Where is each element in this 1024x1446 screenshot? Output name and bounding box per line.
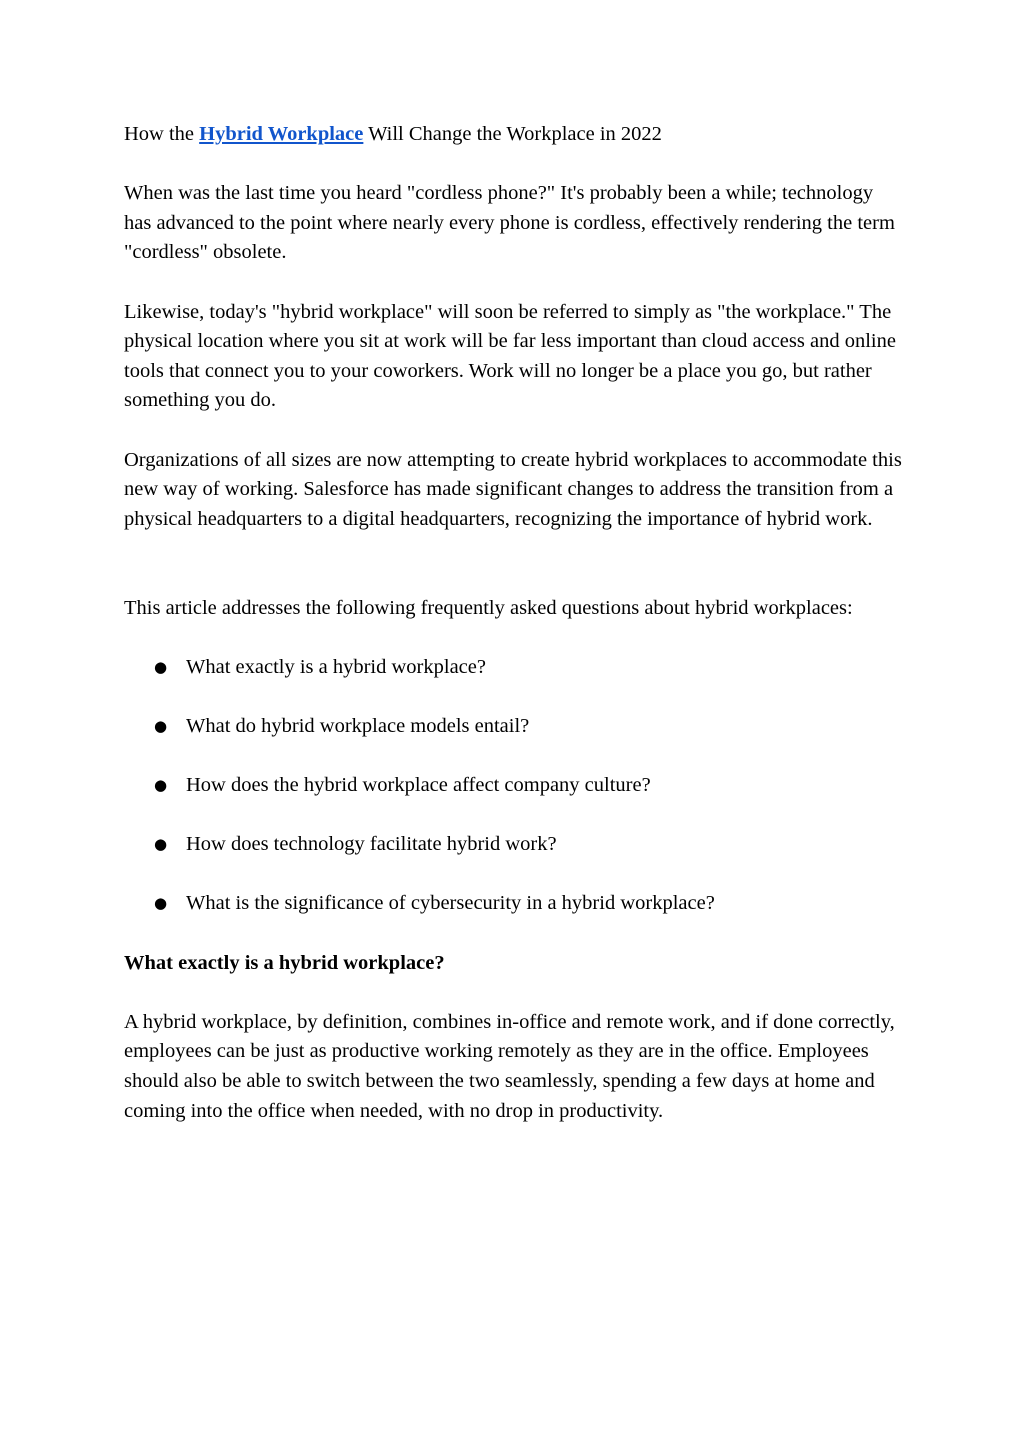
faq-list-container <box>124 653 904 919</box>
list-item <box>124 889 904 919</box>
definition-paragraph: A hybrid workplace, by definition, combines in-office and remote work, and if done correctly, employees can be just as productive working remotely as they are in the office. Employees should also be able to switch between the two seamlessly, spending a few days at home and coming into the office when needed, with no drop in productivity. <box>124 1010 895 1122</box>
hybrid-workplace-link[interactable]: Hybrid Workplace <box>199 123 364 145</box>
bullet-icon: ● <box>154 657 168 676</box>
faq-item-text: How does the hybrid workplace affect company culture? <box>186 774 651 797</box>
faq-list <box>124 653 904 919</box>
document-title <box>124 120 904 150</box>
faq-intro-paragraph: This article addresses the following frequently asked questions about hybrid workplaces: <box>124 596 853 619</box>
list-item <box>124 771 904 801</box>
title-prefix: How the <box>124 123 200 145</box>
bullet-icon: ● <box>154 776 168 795</box>
title-suffix: Will Change the Workplace in 2022 <box>363 123 662 145</box>
list-item <box>124 653 904 683</box>
likewise-paragraph: Likewise, today's "hybrid workplace" will soon be referred to simply as "the workplace." The physical location where you sit at work will be far less important than cloud access and online tools that connect you to your coworkers. Work will no longer be a place you go, but rather something you do. <box>124 300 896 412</box>
faq-item-text: What exactly is a hybrid workplace? <box>186 655 486 678</box>
section-heading: What exactly is a hybrid workplace? <box>124 951 445 974</box>
intro-paragraph: When was the last time you heard "cordless phone?" It's probably been a while; technology has advanced to the point where nearly every phone is cordless, effectively rendering the term "cordless" obsolete. <box>124 182 895 264</box>
bullet-icon: ● <box>154 835 168 854</box>
bullet-icon: ● <box>154 894 168 913</box>
faq-item-text: What is the significance of cybersecurity in a hybrid workplace? <box>186 892 715 915</box>
list-item <box>124 830 904 860</box>
faq-item-text: What do hybrid workplace models entail? <box>186 714 530 737</box>
document-page <box>124 120 904 1156</box>
organizations-paragraph: Organizations of all sizes are now attempting to create hybrid workplaces to accommodate this new way of working. Salesforce has made significant changes to address the transition from a physical headquarters to a digital headquarters, recognizing the importance of hybrid work. <box>124 448 902 530</box>
bullet-icon: ● <box>154 716 168 735</box>
faq-item-text: How does technology facilitate hybrid work? <box>186 833 557 856</box>
list-item <box>124 712 904 742</box>
